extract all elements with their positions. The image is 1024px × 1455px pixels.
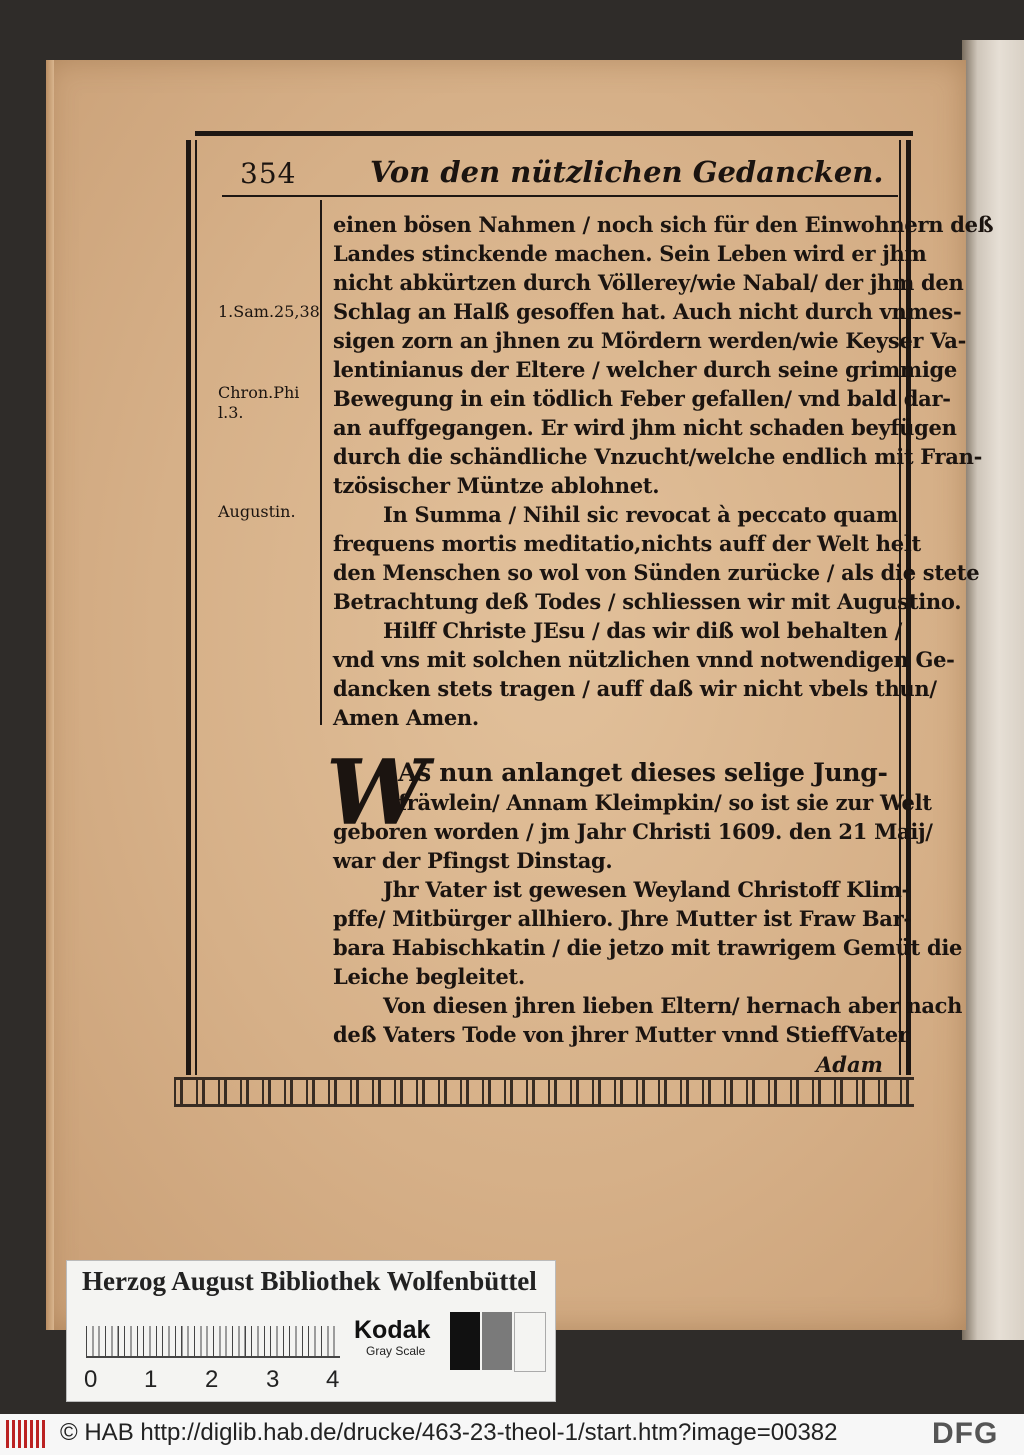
frame-left-rule — [186, 140, 191, 1075]
side-note-chronicle: Chron.Phi — [218, 383, 300, 402]
gray-scale-label: Gray Scale — [366, 1344, 426, 1358]
text-line: dancken stets tragen / auff daß wir nicht vbels thun/ — [333, 676, 937, 701]
gray-patch-mid — [482, 1312, 512, 1370]
text-line: durch die schändliche Vnzucht/welche endlich mit Fran- — [333, 444, 982, 469]
frame-top-rule — [195, 131, 913, 136]
scale-number: 0 — [84, 1366, 98, 1393]
text-line: Von diesen jhren lieben Eltern/ hernach aber nach — [383, 993, 963, 1018]
scale-number: 2 — [205, 1366, 219, 1393]
gray-patch-white — [514, 1312, 546, 1372]
text-line: Leiche begleitet. — [333, 964, 525, 989]
library-name: Herzog August Bibliothek Wolfenbüttel — [82, 1266, 537, 1296]
scale-number: 1 — [144, 1366, 158, 1393]
footer-link[interactable]: © HAB http://diglib.hab.de/drucke/463-23-theol-1/start.htm?image=00382 — [60, 1419, 838, 1446]
text-line: den Menschen so wol von Sünden zurücke / als die stete — [333, 560, 980, 585]
side-note-chronicle-ref: l.3. — [218, 403, 244, 422]
text-line: lentinianus der Eltere / welcher durch seine grimmige — [333, 357, 957, 382]
ornament-band — [174, 1077, 914, 1107]
text-line: fräwlein/ Annam Kleimpkin/ so ist sie zur Welt — [398, 790, 932, 815]
text-line: war der Pfingst Dinstag. — [333, 848, 613, 873]
dfg-logo: DFG — [932, 1417, 999, 1450]
text-line: an auffgegangen. Er wird jhm nicht schaden beyfügen — [333, 415, 957, 440]
text-line: tzösischer Müntze ablohnet. — [333, 473, 660, 498]
side-note-samuel: 1.Sam.25,38 — [218, 302, 320, 321]
dfg-stripes-icon — [6, 1420, 46, 1448]
page-edge — [46, 60, 54, 1330]
text-line: Jhr Vater ist gewesen Weyland Christoff Klim- — [383, 877, 910, 902]
text-line: pffe/ Mitbürger allhiero. Jhre Mutter ist Fraw Bar- — [333, 906, 912, 931]
text-line: Amen Amen. — [333, 705, 479, 730]
frame-left-inner-rule — [195, 140, 197, 1075]
text-line: Landes stinckende machen. Sein Leben wird er jhm — [333, 241, 927, 266]
header-rule — [222, 195, 898, 197]
ruler-scale — [86, 1326, 340, 1358]
scale-number: 4 — [326, 1366, 340, 1393]
drop-cap: W — [326, 740, 428, 846]
text-line: geboren worden / jm Jahr Christi 1609. den 21 Maij/ — [333, 819, 933, 844]
text-line: deß Vaters Tode von jhrer Mutter vnnd StieffVater — [333, 1022, 909, 1047]
text-line: Hilff Christe JEsu / das wir diß wol behalten / — [383, 618, 902, 643]
text-line: Betrachtung deß Todes / schliessen wir mit Augustino. — [333, 589, 962, 614]
text-line: sigen zorn an jhnen zu Mördern werden/wie Keyser Va- — [333, 328, 966, 353]
text-line: Bewegung in ein tödlich Feber gefallen/ vnd bald dar- — [333, 386, 951, 411]
margin-column-rule — [320, 200, 322, 725]
text-line: As nun anlanget dieses selige Jung- — [398, 758, 888, 787]
kodak-label: Kodak — [354, 1316, 431, 1344]
text-line: einen bösen Nahmen / noch sich für den Einwohnern deß — [333, 212, 994, 237]
text-line: Schlag an Halß gesoffen hat. Auch nicht durch vnmes- — [333, 299, 962, 324]
catchword: Adam — [816, 1052, 883, 1077]
text-line: nicht abkürtzen durch Völlerey/wie Nabal/ der jhm den — [333, 270, 964, 295]
text-line: vnd vns mit solchen nützlichen vnnd notwendigen Ge- — [333, 647, 955, 672]
text-line: frequens mortis meditatio,nichts auff der Welt helt — [333, 531, 921, 556]
running-title: Von den nützlichen Gedancken. — [370, 155, 884, 189]
text-line: In Summa / Nihil sic revocat à peccato quam — [383, 502, 898, 527]
side-note-augustin: Augustin. — [218, 502, 296, 521]
gray-patch-black — [450, 1312, 480, 1370]
page-number: 354 — [240, 157, 297, 190]
scale-number: 3 — [266, 1366, 280, 1393]
text-line: bara Habischkatin / die jetzo mit trawrigem Gemüt die — [333, 935, 963, 960]
